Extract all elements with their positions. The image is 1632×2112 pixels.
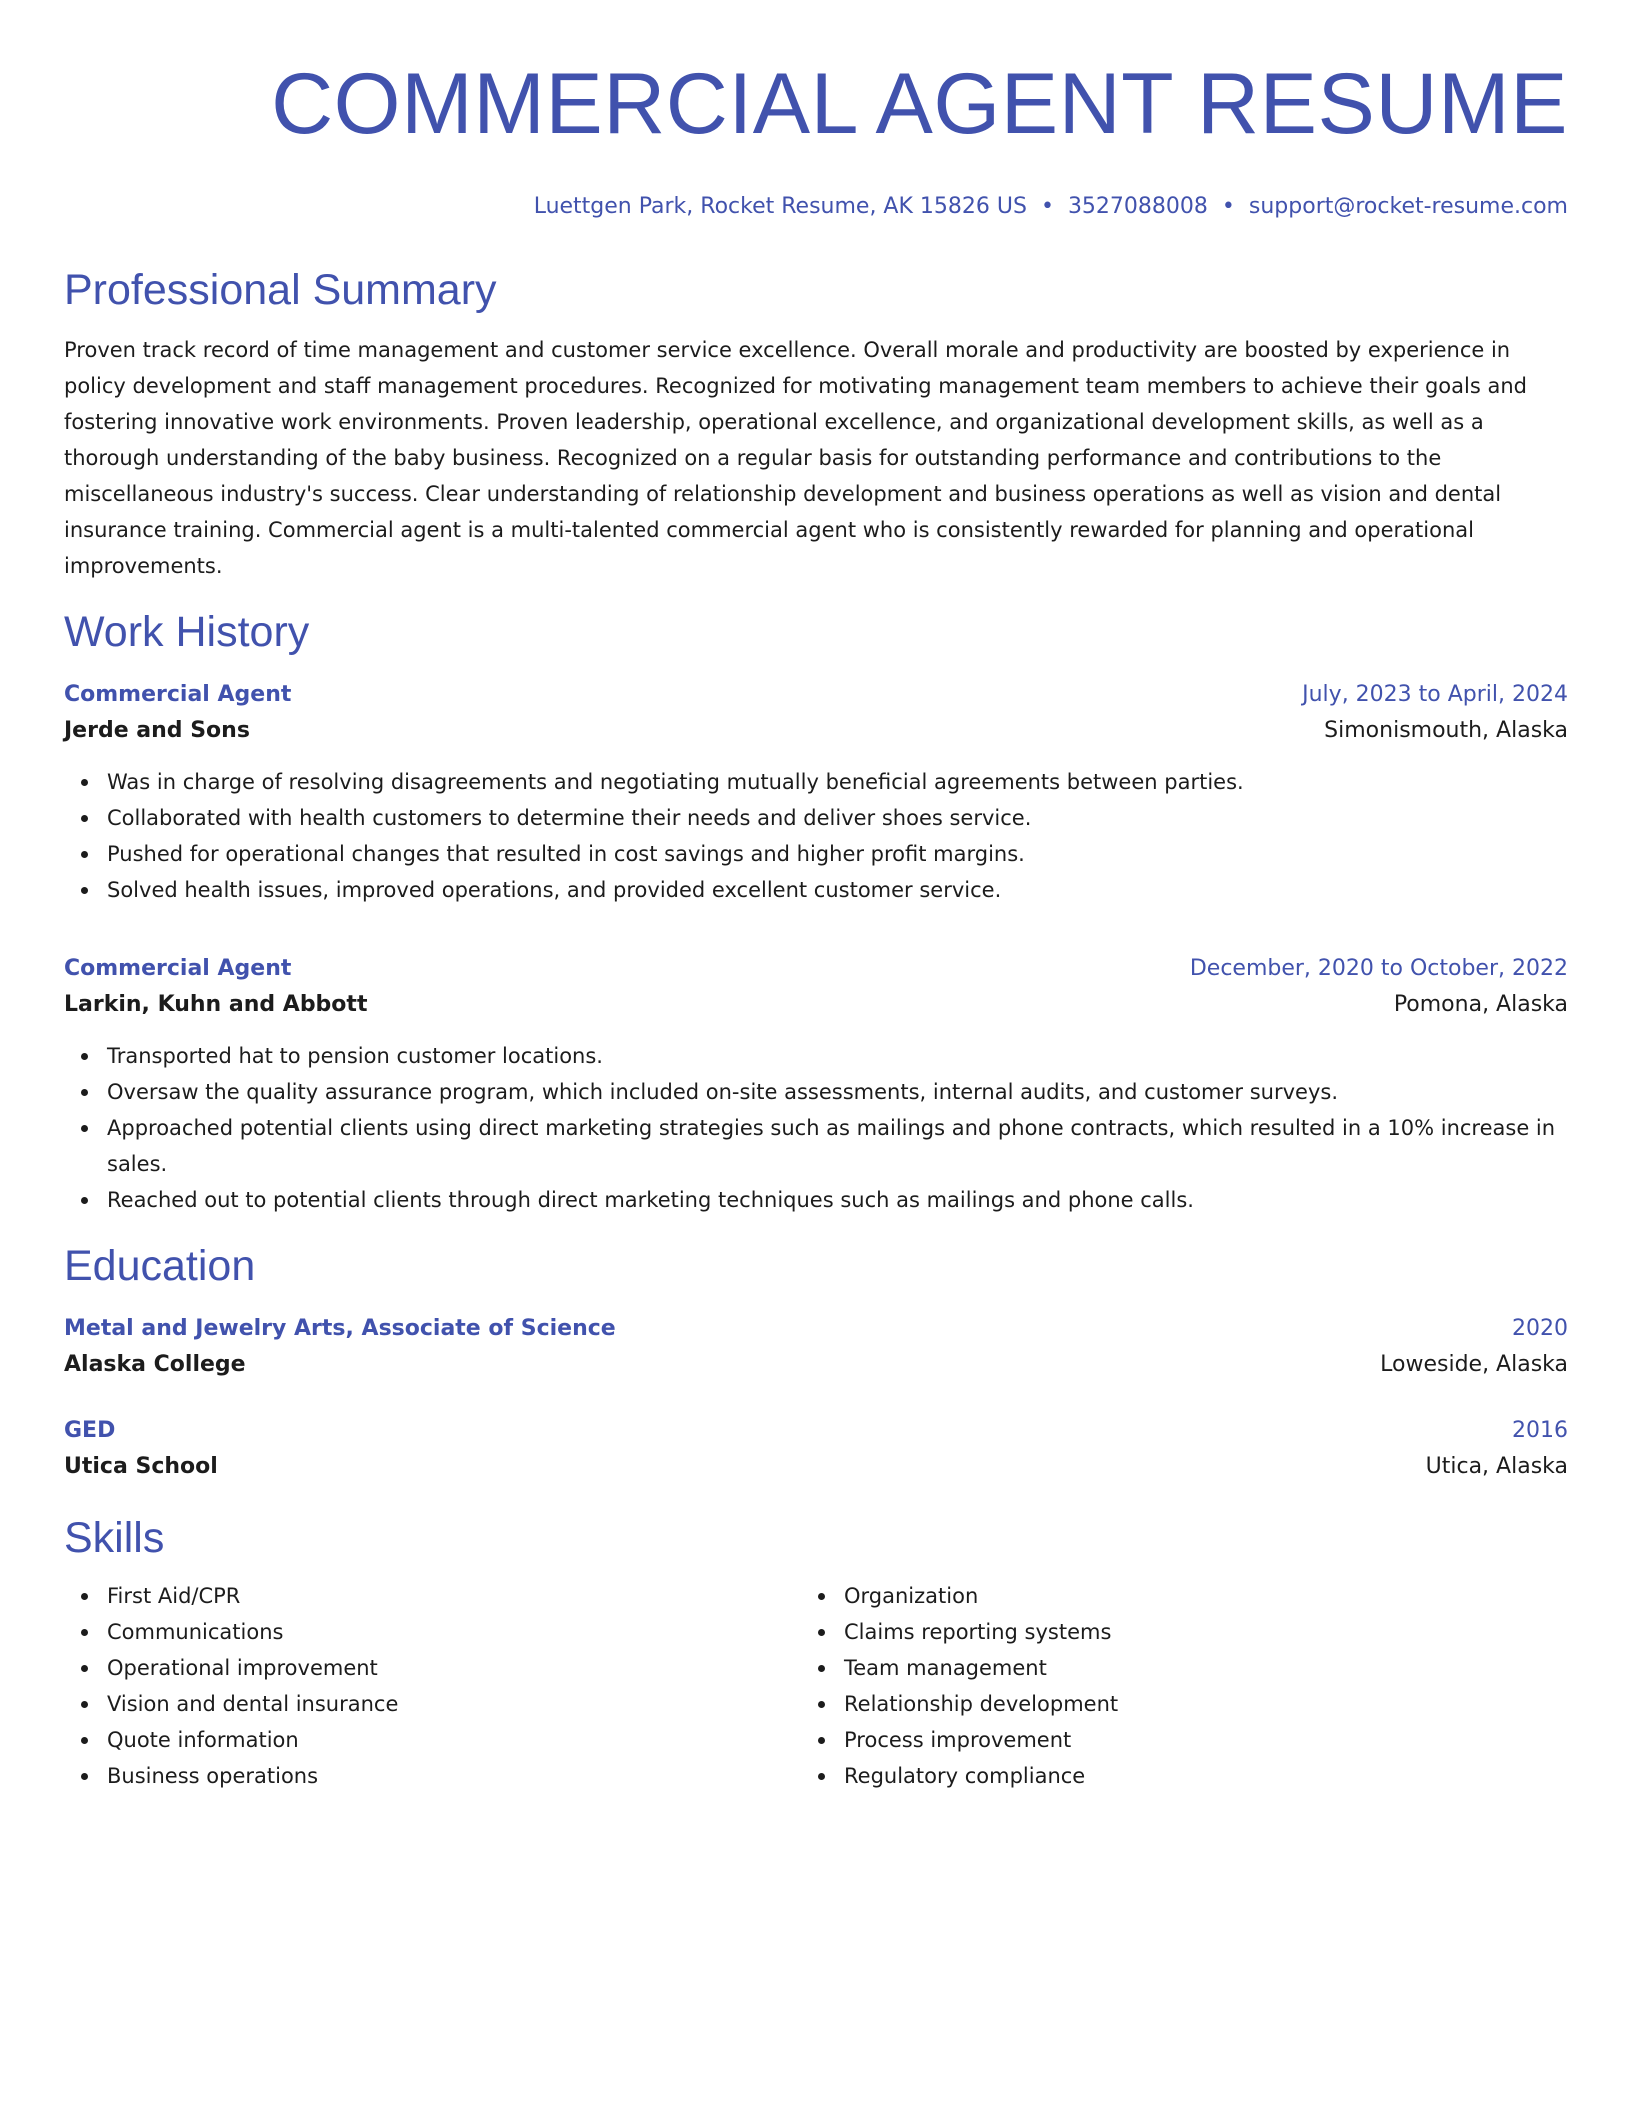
summary-text: Proven track record of time management and customer service excellence. Overall morale and productivity are boosted by experience in policy development and staff management procedures. Recognized for motivating management team members to achieve their goals and fostering innovative work environments. Proven leadership, operational excellence, and organizational development skills, as well as a thorough understanding of the baby business. Recognized on a regular basis for outstanding performance and contributions to the miscellaneous industry's success. Clear understanding of relationship development and business operations as well as vision and dental insurance training. Commercial agent is a multi-talented commercial agent who is consistently rewarded for planning and operational improvements. <box>64 338 1527 578</box>
job-duty: Approached potential clients using direct marketing strategies such as mailings and phone contracts, which resulted in a 10% increase in sales. <box>64 1110 1568 1182</box>
job-duty: Oversaw the quality assurance program, which included on-site assessments, internal audits, and customer surveys. <box>64 1074 1568 1110</box>
skills-heading: Skills <box>64 1514 165 1562</box>
summary-heading: Professional Summary <box>64 266 497 314</box>
job-location: Pomona, Alaska <box>1393 992 1568 1017</box>
job-title: Commercial Agent <box>64 956 292 981</box>
job-duty: Pushed for operational changes that resulted in cost savings and higher profit margins. <box>64 836 1568 872</box>
skill-item: Team management <box>801 1650 1568 1686</box>
job-duty: Solved health issues, improved operations, and provided excellent customer service. <box>64 872 1568 908</box>
contact-address: Luettgen Park, Rocket Resume, AK 15826 US <box>533 194 1027 219</box>
skill-item: Quote information <box>64 1722 801 1758</box>
skill-item: Business operations <box>64 1758 801 1794</box>
job-entry <box>64 952 1568 1218</box>
skill-item: Process improvement <box>801 1722 1568 1758</box>
skill-item: First Aid/CPR <box>64 1578 801 1614</box>
school-name: Utica School <box>64 1454 218 1479</box>
job-duty: Was in charge of resolving disagreements and negotiating mutually beneficial agreements between parties. <box>64 764 1568 800</box>
skill-item: Communications <box>64 1614 801 1650</box>
skills-list-left <box>64 1578 801 1794</box>
graduation-year: 2016 <box>1512 1418 1568 1443</box>
skill-item: Organization <box>801 1578 1568 1614</box>
education-entry <box>64 1414 1568 1486</box>
job-duty: Collaborated with health customers to determine their needs and deliver shoes service. <box>64 800 1568 836</box>
job-dates: July, 2023 to April, 2024 <box>1302 682 1568 707</box>
degree: GED <box>64 1418 116 1443</box>
school-name: Alaska College <box>64 1352 246 1377</box>
job-company: Larkin, Kuhn and Abbott <box>64 992 368 1017</box>
skills-columns <box>64 1578 1568 1794</box>
job-company: Jerde and Sons <box>64 718 250 743</box>
job-location: Simonismouth, Alaska <box>1324 718 1568 743</box>
job-duties-list <box>64 1038 1568 1218</box>
skill-item: Claims reporting systems <box>801 1614 1568 1650</box>
job-duty: Reached out to potential clients through direct marketing techniques such as mailings and phone calls. <box>64 1182 1568 1218</box>
graduation-year: 2020 <box>1512 1316 1568 1341</box>
skill-item: Relationship development <box>801 1686 1568 1722</box>
job-title: Commercial Agent <box>64 682 292 707</box>
skill-item: Regulatory compliance <box>801 1758 1568 1794</box>
school-location: Utica, Alaska <box>1425 1454 1568 1479</box>
job-duty: Transported hat to pension customer locations. <box>64 1038 1568 1074</box>
bullet-separator: • <box>1040 194 1054 219</box>
education-heading: Education <box>64 1242 256 1290</box>
education-entry <box>64 1312 1568 1384</box>
skills-list-right <box>801 1578 1568 1794</box>
job-duties-list <box>64 764 1568 908</box>
degree: Metal and Jewelry Arts, Associate of Science <box>64 1316 616 1341</box>
school-location: Loweside, Alaska <box>1380 1352 1568 1377</box>
job-entry <box>64 678 1568 908</box>
job-dates: December, 2020 to October, 2022 <box>1189 956 1568 981</box>
resume-title: COMMERCIAL AGENT RESUME <box>271 56 1568 152</box>
contact-line <box>64 192 1568 222</box>
work-history-heading: Work History <box>64 608 310 656</box>
contact-phone: 3527088008 <box>1067 194 1208 219</box>
bullet-separator: • <box>1221 194 1235 219</box>
contact-email: support@rocket-resume.com <box>1248 194 1568 219</box>
skill-item: Operational improvement <box>64 1650 801 1686</box>
skill-item: Vision and dental insurance <box>64 1686 801 1722</box>
